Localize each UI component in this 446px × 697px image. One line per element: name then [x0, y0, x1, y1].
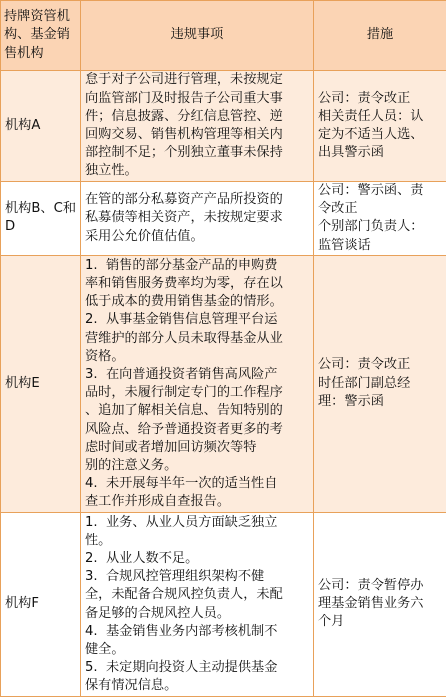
violation-line: 备足够的合规风控人员。: [85, 605, 309, 623]
violation-line: 率和销售服务费率均为零，存在以: [85, 275, 309, 293]
violations-cell: [81, 71, 314, 182]
violation-line: 2. 从业人数不足。: [85, 550, 309, 568]
violation-line: 营维护的部分人员未取得基金从业: [85, 330, 309, 348]
measure-line: 个别部门负责人：: [318, 218, 442, 236]
violation-line: 性。: [85, 532, 309, 550]
header-measures-text: 措施: [367, 27, 393, 42]
violation-line: 2. 从事基金销售信息管理平台运: [85, 311, 309, 329]
measure-line: 令改正: [318, 200, 442, 218]
table-row: [1, 71, 446, 182]
violation-line: 部控制不足；个别独立董事未保持: [85, 144, 309, 162]
measure-line: 监管谈话: [318, 237, 442, 255]
violation-line: 向监管部门及时报告子公司重大事: [85, 90, 309, 108]
header-violations: [81, 1, 314, 71]
institution-name: 机构E: [5, 376, 40, 391]
violation-line: 全，未配备合规风控负责人，未配: [85, 586, 309, 604]
measure-line: 公司：警示函、责: [318, 182, 442, 200]
violation-line: 4. 基金销售业务内部考核机制不: [85, 623, 309, 641]
table-row: [1, 182, 446, 256]
violation-line: 保有情况信息。: [85, 677, 309, 695]
institution-cell: [1, 182, 81, 256]
measure-line: 个月: [318, 613, 442, 631]
violations-cell: [81, 255, 314, 512]
header-violations-text: 违规事项: [171, 27, 224, 42]
violation-line: 健全。: [85, 641, 309, 659]
violation-line: 查工作并形成自查报告。: [85, 493, 309, 511]
measure-line: 出具警示函: [318, 144, 442, 162]
measure-line: 公司：责令改正: [318, 90, 442, 108]
violation-line: 私募债等相关资产，未按规定要求: [85, 209, 309, 227]
measure-line: 理：警示函: [318, 393, 442, 411]
violation-line: 3. 合规风控管理组织架构不健: [85, 568, 309, 586]
measures-cell: [314, 182, 446, 256]
violation-line: 独立性。: [85, 162, 309, 180]
violation-line: 品时，未履行制定专门的工作程序: [85, 384, 309, 402]
institution-name: 机构B、C和D: [5, 201, 76, 234]
violation-line: 虑时间或者增加回访频次等特: [85, 439, 309, 457]
violation-line: 1. 业务、从业人员方面缺乏独立: [85, 514, 309, 532]
measures-cell: [314, 512, 446, 696]
measure-line: 时任部门副总经: [318, 375, 442, 393]
institution-cell: [1, 512, 81, 696]
violation-line: 低于成本的费用销售基金的情形。: [85, 293, 309, 311]
measure-line: 理基金销售业务六: [318, 595, 442, 613]
violation-line: 件；信息披露、分红信息管控、逆: [85, 108, 309, 126]
measures-cell: [314, 255, 446, 512]
violations-cell: [81, 512, 314, 696]
violation-line: 别的注意义务。: [85, 457, 309, 475]
violations-cell: [81, 182, 314, 256]
measure-line: 定为不适当人选、: [318, 126, 442, 144]
table-row: [1, 512, 446, 696]
violation-line: 采用公允价值估值。: [85, 228, 309, 246]
violation-line: 在管的部分私募资产产品所投资的: [85, 191, 309, 209]
measure-line: 公司：责令暂停办: [318, 577, 442, 595]
violation-line: 、追加了解相关信息、告知特别的: [85, 402, 309, 420]
violation-line: 3. 在向普通投资者销售高风险产: [85, 366, 309, 384]
violation-line: 1. 销售的部分基金产品的申购费: [85, 257, 309, 275]
violation-line: 5. 未定期向投资人主动提供基金: [85, 659, 309, 677]
institution-cell: [1, 71, 81, 182]
violation-line: 怠于对子公司进行管理，未按规定: [85, 71, 309, 89]
header-institution: [1, 1, 81, 71]
table-header-row: [1, 1, 446, 71]
violation-line: 4. 未开展每半年一次的适当性自: [85, 475, 309, 493]
header-measures: [314, 1, 446, 71]
measures-cell: [314, 71, 446, 182]
measure-line: 相关责任人员：认: [318, 108, 442, 126]
measure-line: 公司：责令改正: [318, 356, 442, 374]
violation-line: 风险点、给予普通投资者更多的考: [85, 421, 309, 439]
header-institution-text: 持牌资管机构、基金销售机构: [4, 9, 70, 60]
violation-line: 回购交易、销售机构管理等相关内: [85, 126, 309, 144]
institution-name: 机构F: [5, 596, 39, 611]
violation-line: 资格。: [85, 348, 309, 366]
institution-name: 机构A: [5, 118, 40, 133]
institution-cell: [1, 255, 81, 512]
table-row: [1, 255, 446, 512]
